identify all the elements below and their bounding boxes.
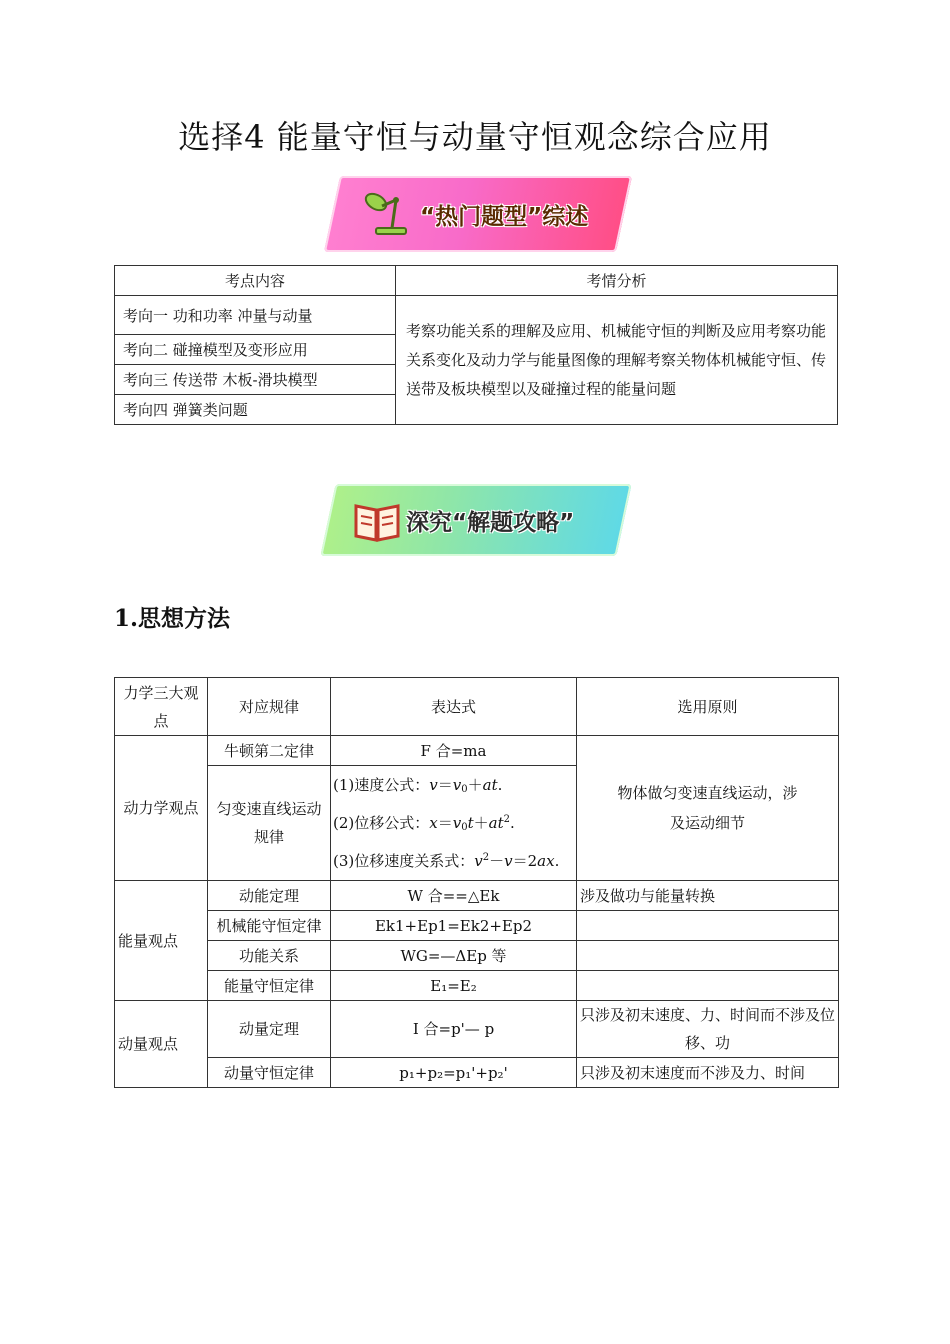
- principle-cell: 只涉及初末速度、力、时间而不涉及位移、功: [577, 1001, 839, 1058]
- topic-row: 考向四 弹簧类问题: [115, 395, 396, 425]
- desk-lamp-icon: [362, 188, 412, 238]
- law-cell: 能量守恒定律: [208, 971, 331, 1001]
- law-cell: 动能定理: [208, 881, 331, 911]
- hot-topics-banner: [332, 176, 624, 252]
- header-expression: 表达式: [331, 678, 577, 736]
- law-cell: 动量守恒定律: [208, 1058, 331, 1088]
- law-cell: 机械能守恒定律: [208, 911, 331, 941]
- solution-strategy-banner: [328, 484, 624, 556]
- header-principle: 选用原则: [577, 678, 839, 736]
- page-title: 选择4 能量守恒与动量守恒观念综合应用: [178, 118, 772, 156]
- law-cell: 动量定理: [208, 1001, 331, 1058]
- section-heading: 1.思想方法: [114, 605, 231, 632]
- principle-cell: 物体做匀变速直线运动，涉及运动细节: [577, 736, 839, 881]
- header-analysis: 考情分析: [396, 266, 838, 296]
- topic-row: 考向二 碰撞模型及变形应用: [115, 335, 396, 365]
- expression-cell: p₁+p₂=p₁'+p₂': [331, 1058, 577, 1088]
- banner-title: 深究“解题攻略”: [406, 509, 575, 536]
- law-cell: 牛顿第二定律: [208, 736, 331, 766]
- expression-cell: E₁=E₂: [331, 971, 577, 1001]
- topic-row: 考向一 功和功率 冲量与动量: [115, 296, 396, 335]
- expression-cell: I 合=p'— p: [331, 1001, 577, 1058]
- law-cell: 功能关系: [208, 941, 331, 971]
- expression-cell: WG=—ΔEp 等: [331, 941, 577, 971]
- principle-cell: 涉及做功与能量转换: [577, 881, 839, 911]
- methods-table: [114, 677, 839, 1088]
- header-viewpoint: 力学三大观点: [115, 678, 208, 736]
- dynamics-view: 动力学观点: [115, 736, 208, 881]
- empty-cell: [577, 911, 839, 941]
- analysis-cell: 考察功能关系的理解及应用、机械能守恒的判断及应用考察功能关系变化及动力学与能量图像的理解考察关物体机械能守恒、传送带及板块模型以及碰撞过程的能量问题: [396, 296, 838, 425]
- expression-cell: Ek1+Ep1=Ek2+Ep2: [331, 911, 577, 941]
- empty-cell: [577, 941, 839, 971]
- law-cell: 匀变速直线运动规律: [208, 766, 331, 881]
- banner-title: “热门题型”综述: [420, 203, 589, 230]
- kinematics-formulas: [331, 766, 577, 881]
- open-book-icon: [352, 496, 402, 546]
- velocity-formula: (1)速度公式：$v=v_0+at$.: [333, 776, 503, 795]
- displacement-formula: (2)位移公式：$x=v_0t+at^2$.: [333, 814, 515, 833]
- header-topic: 考点内容: [115, 266, 396, 296]
- energy-view: 能量观点: [115, 881, 208, 1001]
- velocity-displacement-formula: (3)位移速度关系式：$v^2-v=2ax$.: [333, 852, 560, 870]
- overview-table: [114, 265, 838, 425]
- momentum-view: 动量观点: [115, 1001, 208, 1088]
- header-law: 对应规律: [208, 678, 331, 736]
- expression-cell: F 合=ma: [331, 736, 577, 766]
- principle-cell: 只涉及初末速度而不涉及力、时间: [577, 1058, 839, 1088]
- topic-row: 考向三 传送带 木板-滑块模型: [115, 365, 396, 395]
- empty-cell: [577, 971, 839, 1001]
- expression-cell: W 合==△Ek: [331, 881, 577, 911]
